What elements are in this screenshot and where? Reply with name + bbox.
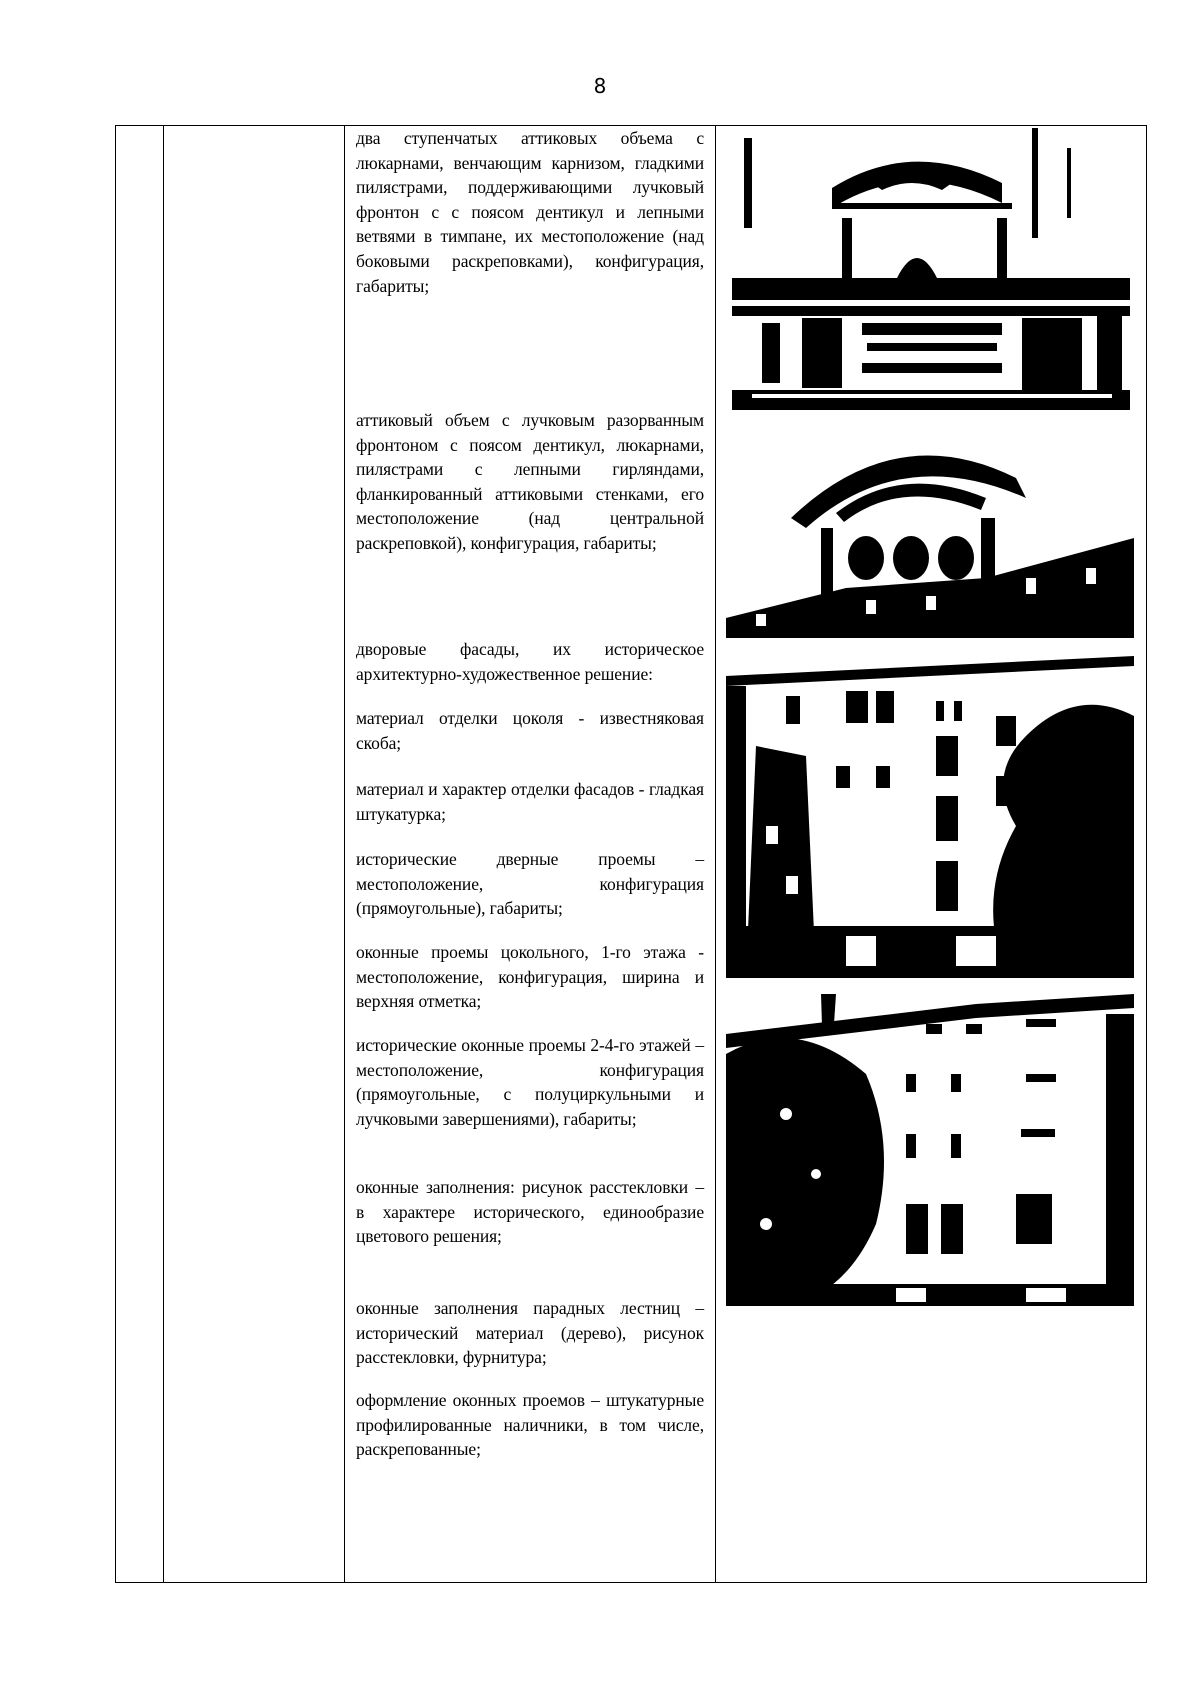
requirement-door-openings: исторические дверные проемы – местоположение, конфигурация (прямоугольные), габариты;	[356, 849, 704, 919]
requirement-upper-windows: исторические оконные проемы 2-4-го этажей – местоположение, конфигурация (прямоугольные, с полуциркульными и лучковыми завершениями), габариты;	[356, 1035, 704, 1129]
requirement-courtyard-facades: дворовые фасады, их историческое архитектурно-художественное решение:	[356, 639, 704, 684]
requirement-plinth-material: материал отделки цоколя - известняковая скоба;	[356, 708, 704, 753]
table-row	[116, 126, 1147, 1583]
requirement-staircase-windows: оконные заполнения парадных лестниц – исторический материал (дерево), рисунок расстекловки, фурнитура;	[356, 1298, 704, 1368]
photos-cell	[716, 126, 1147, 1583]
page-number: 8	[593, 74, 607, 98]
requirement-ground-windows: оконные проемы цокольного, 1-го этажа - местоположение, конфигурация, ширина и верхняя отметка;	[356, 942, 704, 1012]
requirement-attic-volumes: два ступенчатых аттиковых объема с люкарнами, венчающим карнизом, гладкими пилястрами, поддерживающими лучковый фронтон с с поясом дентикул и лепными ветвями в тимпане, их местоположение (над боковыми раскреповками), конфигурация, габариты;	[356, 128, 704, 296]
requirement-window-fillings: оконные заполнения: рисунок расстекловки – в характере исторического, единообразие цветового решения;	[356, 1177, 704, 1247]
requirements-cell	[345, 126, 716, 1583]
object-cell	[164, 126, 345, 1583]
requirement-window-surrounds: оформление оконных проемов – штукатурные профилированные наличники, в том числе, раскрепованные;	[356, 1390, 704, 1460]
requirement-facade-finish: материал и характер отделки фасадов - гладкая штукатурка;	[356, 779, 704, 824]
courtyard-facade-photo	[726, 646, 1134, 978]
street-facade-photo	[726, 994, 1134, 1306]
central-attic-pediment-photo	[726, 418, 1134, 638]
attic-volumes-photo	[732, 128, 1130, 410]
number-cell	[116, 126, 164, 1583]
requirement-central-attic: аттиковый объем с лучковым разорванным фронтоном с поясом дентикул, люкарнами, пилястрами с лепными гирляндами, фланкированный аттиковыми стенками, его местоположение (над центральной раскреповкой), конфигурация, габариты;	[356, 410, 704, 553]
protection-subject-table	[115, 125, 1147, 1583]
